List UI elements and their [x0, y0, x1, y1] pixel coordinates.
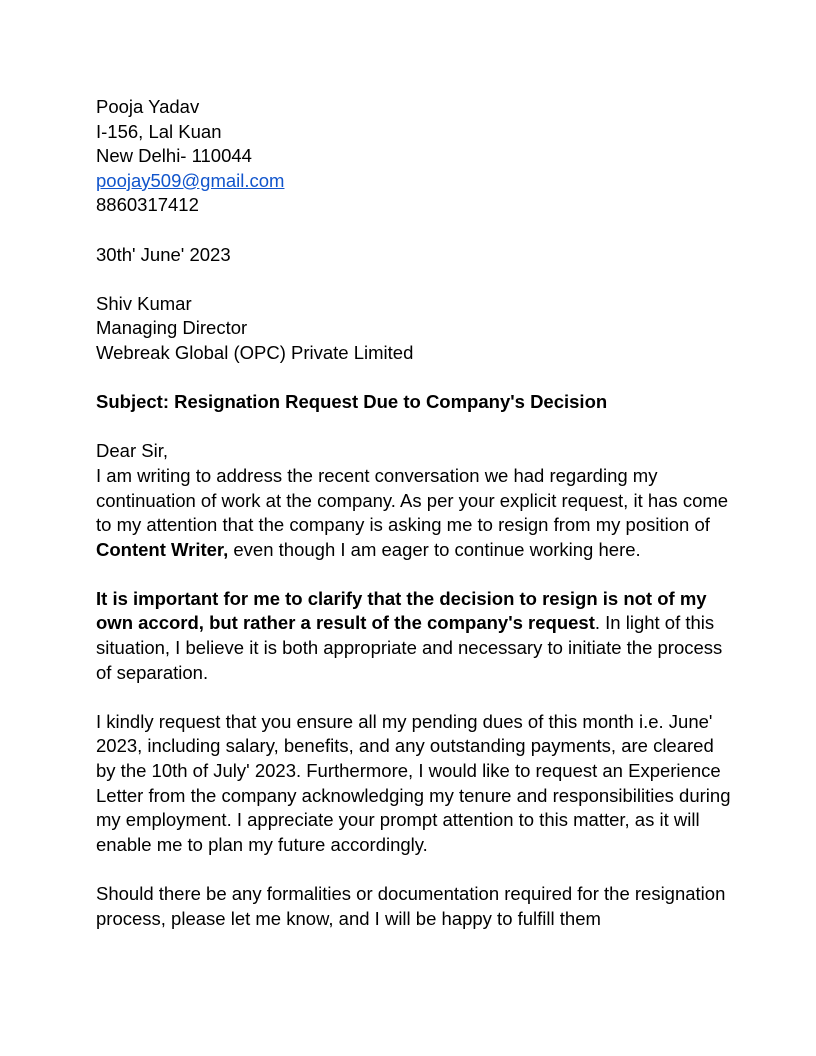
spacer [96, 267, 736, 292]
recipient-name: Shiv Kumar [96, 292, 192, 314]
spacer [96, 685, 736, 710]
recipient-title: Managing Director [96, 317, 248, 339]
paragraph-1-text-before: I am writing to address the recent conversation we had regarding my continuation of work at the company. As per your explicit request, it has come to my attention that the company is asking me to resign from my position of [96, 464, 729, 536]
letter-date: 30th' June' 2023 [96, 243, 231, 265]
spacer [96, 218, 736, 243]
sender-address-line2: New Delhi- 110044 [96, 145, 252, 167]
letter-body [96, 95, 736, 931]
sender-address-line1: I-156, Lal Kuan [96, 120, 222, 142]
salutation: Dear Sir, [96, 440, 168, 462]
spacer [96, 366, 736, 391]
paragraph-1-text-after: even though I am eager to continue working here. [228, 538, 641, 560]
paragraph-3: I kindly request that you ensure all my pending dues of this month i.e. June' 2023, including salary, benefits, and any outstanding payments, are cleared by the 10th of July' 2023. Furthermore, I would like to request an Experience Letter from the company acknowledging my tenure and responsibilities during my employment. I appreciate your prompt attention to this matter, as it will enable me to plan my future accordingly. [96, 710, 731, 855]
paragraph-4: Should there be any formalities or documentation required for the resignation process, please let me know, and I will be happy to fulfill them [96, 883, 726, 929]
sender-name: Pooja Yadav [96, 96, 200, 117]
subject-text: Subject: Resignation Request Due to Company's Decision [96, 391, 608, 413]
sender-email-link[interactable]: poojay509@gmail.com [96, 169, 285, 191]
spacer [96, 857, 736, 882]
spacer [96, 562, 736, 587]
paragraph-2 [96, 587, 736, 685]
paragraph-1 [96, 464, 736, 562]
sender-phone: 8860317412 [96, 194, 199, 216]
paragraph-1-bold: Content Writer, [96, 538, 229, 560]
subject-line [96, 390, 736, 415]
paragraph-2-bold: It is important for me to clarify that the decision to resign is not of my own accord, but rather a result of the company's request [96, 587, 707, 634]
spacer [96, 415, 736, 440]
paragraph-2-text-after: . In light of this situation, I believe it is both appropriate and necessary to initiate the process of separation. [96, 612, 723, 683]
recipient-company: Webreak Global (OPC) Private Limited [96, 341, 414, 363]
